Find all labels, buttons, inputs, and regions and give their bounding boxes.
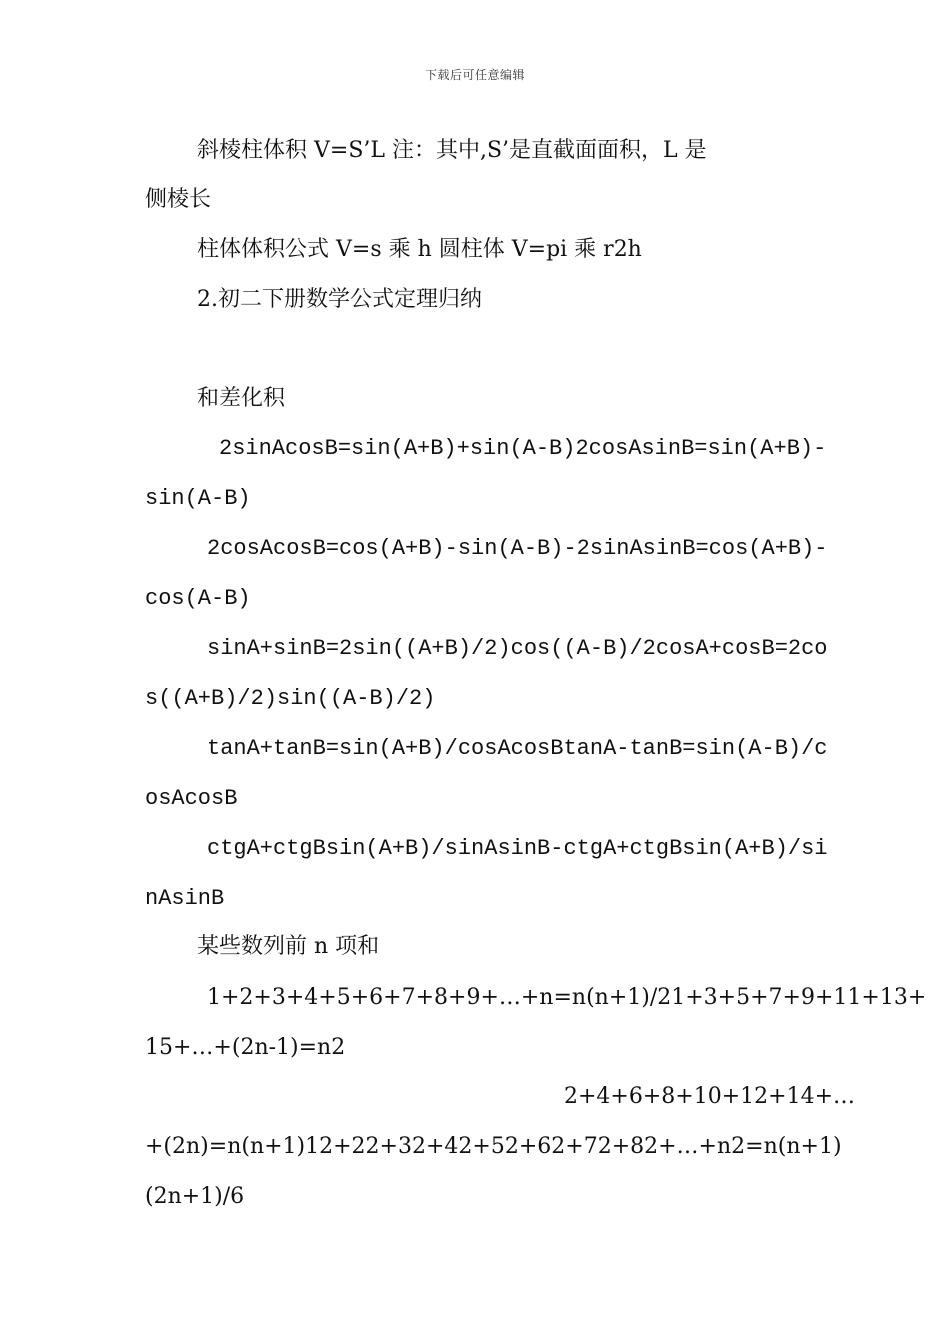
formula-ctg-sum-line-1: ctgA+ctgBsin(A+B)/sinAsinB-ctgA+ctgBsin(A+B)/si bbox=[207, 836, 828, 861]
formula-cos-product-line-2: cos(A-B) bbox=[145, 586, 251, 611]
subheading-series-sums: 某些数列前 n 项和 bbox=[197, 934, 380, 959]
paragraph-oblique-prism-line-1: 斜棱柱体积 V=S’L 注：其中,S’是直截面面积，L 是 bbox=[197, 138, 707, 163]
formula-sin-cos-product-line-2: sin(A-B) bbox=[145, 486, 251, 511]
formula-sin-cos-product-line-1: 2sinAcosB=sin(A+B)+sin(A-B)2cosAsinB=sin(A+B)- bbox=[219, 436, 827, 461]
formula-tan-sum-line-2: osAcosB bbox=[145, 786, 238, 811]
formula-even-series-line-2: +(2n)=n(n+1)12+22+32+42+52+62+72+82+…+n2=n(n+1) bbox=[145, 1134, 842, 1159]
formula-series-line-2: 15+…+(2n-1)=n2 bbox=[145, 1035, 346, 1060]
page-header: 下载后可任意编辑 bbox=[424, 68, 525, 82]
formula-tan-sum-line-1: tanA+tanB=sin(A+B)/cosAcosBtanA-tanB=sin(A-B)/c bbox=[207, 736, 828, 761]
formula-sin-sum-line-1: sinA+sinB=2sin((A+B)/2)cos((A-B)/2cosA+cosB=2co bbox=[207, 636, 828, 661]
formula-series-line-1: 1+2+3+4+5+6+7+8+9+…+n=n(n+1)/21+3+5+7+9+11+13+ bbox=[207, 985, 927, 1010]
formula-ctg-sum-line-2: nAsinB bbox=[145, 886, 225, 911]
formula-even-series-line-3: (2n+1)/6 bbox=[145, 1184, 245, 1209]
paragraph-oblique-prism-line-2: 侧棱长 bbox=[145, 187, 212, 212]
section-heading-grade8-formulas: 2.初二下册数学公式定理归纳 bbox=[197, 287, 482, 312]
formula-even-series-line-1: 2+4+6+8+10+12+14+… bbox=[564, 1084, 856, 1109]
subheading-sum-to-product: 和差化积 bbox=[197, 386, 286, 411]
formula-sin-sum-line-2: s((A+B)/2)sin((A-B)/2) bbox=[145, 686, 436, 711]
paragraph-cylinder-volume: 柱体体积公式 V=s 乘 h 圆柱体 V=pi 乘 r2h bbox=[197, 237, 642, 262]
formula-cos-product-line-1: 2cosAcosB=cos(A+B)-sin(A-B)-2sinAsinB=cos(A+B)- bbox=[207, 536, 828, 561]
